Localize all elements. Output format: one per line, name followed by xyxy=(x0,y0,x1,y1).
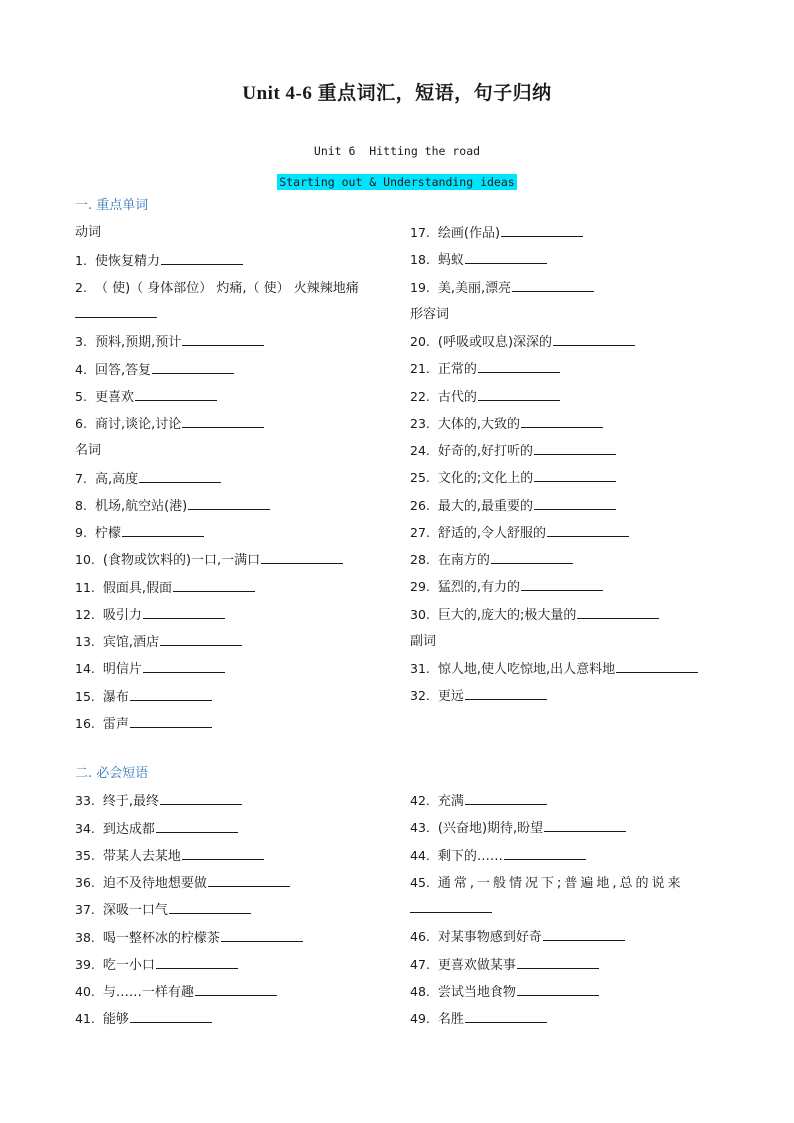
item-text: （ 使)（ 身体部位） 灼痛,（ 使） 火辣辣地痛 xyxy=(94,280,359,296)
answer-blank[interactable] xyxy=(465,803,547,805)
answer-blank[interactable] xyxy=(143,671,225,673)
list-item xyxy=(410,219,698,246)
item-number: 6. xyxy=(75,416,87,431)
section-heading-words: 一. 重点单词 xyxy=(75,198,149,213)
item-text: 名胜 xyxy=(437,1012,464,1027)
item-text: 更远 xyxy=(437,689,464,705)
words-right-column xyxy=(410,219,698,710)
list-item xyxy=(410,1005,684,1032)
item-number: 32. xyxy=(410,688,430,704)
answer-blank[interactable] xyxy=(130,1021,212,1023)
list-item xyxy=(75,601,359,628)
item-text: 明信片 xyxy=(102,662,142,678)
item-text: 使恢复精力 xyxy=(94,253,160,269)
item-text: 惊人地,使人吃惊地,出人意料地 xyxy=(437,662,616,677)
words-left-column xyxy=(75,192,359,737)
list-item xyxy=(410,383,698,410)
item-text: 好奇的,好打听的 xyxy=(437,444,534,459)
item-text: 美,美丽,漂亮 xyxy=(437,280,512,296)
page-title: Unit 4-6 重点词汇，短语，句子归纳 xyxy=(242,83,552,104)
item-text: 吸引力 xyxy=(102,607,142,623)
item-number: 47. xyxy=(410,956,430,972)
item-number: 26. xyxy=(410,497,430,513)
item-number: 23. xyxy=(410,415,430,431)
answer-blank[interactable] xyxy=(577,617,659,619)
list-item xyxy=(75,978,303,1005)
item-number: 38. xyxy=(75,929,95,945)
item-text: 猛烈的,有力的 xyxy=(437,580,521,596)
answer-blank[interactable] xyxy=(130,726,212,728)
section-heading-phrases: 二. 必会短语 xyxy=(75,766,149,781)
item-number: 25. xyxy=(410,470,430,486)
item-number: 1. xyxy=(75,252,87,268)
item-text: 充满 xyxy=(437,794,464,809)
answer-blank[interactable] xyxy=(553,344,635,346)
item-number: 46. xyxy=(410,929,430,945)
answer-blank[interactable] xyxy=(195,994,277,996)
item-number: 20. xyxy=(410,334,430,349)
item-number: 5. xyxy=(75,388,87,404)
answer-blank[interactable] xyxy=(544,830,626,832)
item-number: 11. xyxy=(75,579,95,595)
answer-blank[interactable] xyxy=(521,589,603,591)
answer-blank[interactable] xyxy=(501,235,583,237)
item-text: 绘画(作品) xyxy=(437,226,501,241)
item-text: 商讨,谈论,讨论 xyxy=(94,417,182,432)
list-item xyxy=(410,978,684,1005)
list-item-continuation xyxy=(75,301,359,328)
list-item xyxy=(75,787,303,814)
list-item xyxy=(410,246,698,273)
item-number: 30. xyxy=(410,606,430,622)
item-text: 雷声 xyxy=(102,716,129,732)
answer-blank[interactable] xyxy=(410,911,492,913)
item-text: 巨大的,庞大的;极大量的 xyxy=(437,607,577,623)
item-number: 9. xyxy=(75,525,87,540)
answer-blank[interactable] xyxy=(616,671,698,673)
item-text: 尝试当地食物 xyxy=(437,984,516,1000)
list-item xyxy=(410,328,698,355)
item-number: 18. xyxy=(410,252,430,268)
list-item xyxy=(75,655,359,682)
list-item xyxy=(75,951,303,978)
item-number: 8. xyxy=(75,497,87,513)
answer-blank[interactable] xyxy=(491,562,573,564)
list-item xyxy=(75,410,359,437)
item-number: 24. xyxy=(410,443,430,458)
phrases-left-column xyxy=(75,760,303,1033)
item-number: 31. xyxy=(410,661,430,676)
item-number: 45. xyxy=(410,874,430,890)
item-text: 宾馆,酒店 xyxy=(102,635,160,650)
list-item xyxy=(410,573,698,600)
list-item xyxy=(75,356,359,383)
item-number: 41. xyxy=(75,1011,95,1027)
answer-blank[interactable] xyxy=(478,371,560,373)
item-number: 33. xyxy=(75,793,95,809)
list-item xyxy=(75,869,303,896)
item-number: 44. xyxy=(410,847,430,863)
item-text: 高,高度 xyxy=(94,471,139,487)
list-item xyxy=(410,410,698,437)
category-label-verb: 动词 xyxy=(75,225,102,241)
answer-blank[interactable] xyxy=(465,262,547,264)
list-item xyxy=(410,842,684,869)
item-text: 迫不及待地想要做 xyxy=(102,876,207,891)
list-item-continuation xyxy=(410,896,684,923)
item-number: 43. xyxy=(410,820,430,836)
answer-blank[interactable] xyxy=(517,967,599,969)
item-text: 舒适的,令人舒服的 xyxy=(437,525,547,541)
item-text: (食物或饮料的)一口,一满口 xyxy=(102,553,261,569)
list-item xyxy=(410,274,698,301)
item-number: 35. xyxy=(75,847,95,863)
item-text: (兴奋地)期待,盼望 xyxy=(437,821,544,837)
list-item xyxy=(75,924,303,951)
list-item xyxy=(410,951,684,978)
answer-blank[interactable] xyxy=(478,399,560,401)
list-item xyxy=(410,437,698,464)
item-text: 更喜欢做某事 xyxy=(437,957,516,973)
item-number: 27. xyxy=(410,524,430,540)
item-number: 40. xyxy=(75,984,95,999)
answer-blank[interactable] xyxy=(221,940,303,942)
list-item xyxy=(410,869,684,896)
list-item xyxy=(410,814,684,841)
unit-title: Unit 6 Hitting the road xyxy=(313,144,481,158)
answer-blank[interactable] xyxy=(182,426,264,428)
item-text: (呼吸或叹息)深深的 xyxy=(437,335,553,350)
item-number: 48. xyxy=(410,983,430,999)
answer-blank[interactable] xyxy=(188,508,270,510)
answer-blank[interactable] xyxy=(261,562,343,564)
item-number: 7. xyxy=(75,470,87,486)
item-number: 49. xyxy=(410,1011,430,1026)
item-text: 在南方的 xyxy=(437,553,490,568)
category-label-noun: 名词 xyxy=(75,443,102,459)
list-item xyxy=(75,465,359,492)
item-number: 17. xyxy=(410,225,430,240)
item-number: 19. xyxy=(410,279,430,295)
item-text: 与……一样有趣 xyxy=(102,985,194,1000)
phrases-right-column xyxy=(410,787,684,1032)
answer-blank[interactable] xyxy=(135,399,217,401)
answer-blank[interactable] xyxy=(208,885,290,887)
item-text: 剩下的…… xyxy=(437,848,503,864)
item-text: 吃一小口 xyxy=(102,957,155,973)
item-text: 能够 xyxy=(102,1012,129,1028)
item-number: 36. xyxy=(75,875,95,890)
item-text: 柠檬 xyxy=(94,526,121,541)
list-item xyxy=(75,628,359,655)
list-item xyxy=(75,1005,303,1032)
answer-blank[interactable] xyxy=(517,994,599,996)
item-text: 瀑布 xyxy=(102,689,129,705)
item-text: 更喜欢 xyxy=(94,389,134,405)
item-number: 39. xyxy=(75,956,95,972)
list-item xyxy=(75,328,359,355)
item-text: 最大的,最重要的 xyxy=(437,498,534,514)
list-item xyxy=(410,464,698,491)
answer-blank[interactable] xyxy=(182,858,264,860)
category-label-adverb: 副词 xyxy=(410,633,437,649)
answer-blank[interactable] xyxy=(169,912,251,914)
list-item xyxy=(75,574,359,601)
item-number: 4. xyxy=(75,361,87,377)
item-number: 13. xyxy=(75,634,95,649)
item-text: 机场,航空站(港) xyxy=(94,498,188,514)
list-item xyxy=(410,546,698,573)
item-number: 2. xyxy=(75,279,87,295)
answer-blank[interactable] xyxy=(156,831,238,833)
list-item xyxy=(75,247,359,274)
subtitle-wrapper xyxy=(0,171,794,190)
list-item xyxy=(75,842,303,869)
item-number: 34. xyxy=(75,820,95,836)
answer-blank[interactable] xyxy=(152,372,234,374)
answer-blank[interactable] xyxy=(534,453,616,455)
item-text: 通常,一般情况下;普遍地,总的说来 xyxy=(437,875,684,891)
section-subtitle-highlight: Starting out & Understanding ideas xyxy=(279,175,515,189)
answer-blank[interactable] xyxy=(534,508,616,510)
item-text: 蚂蚁 xyxy=(437,253,464,269)
answer-blank[interactable] xyxy=(173,590,255,592)
list-item xyxy=(410,492,698,519)
item-text: 回答,答复 xyxy=(94,362,152,378)
list-item xyxy=(75,492,359,519)
list-item xyxy=(410,923,684,950)
item-text: 到达成都 xyxy=(102,821,155,837)
list-item xyxy=(410,601,698,628)
item-number: 22. xyxy=(410,388,430,404)
item-number: 14. xyxy=(75,661,95,677)
list-item xyxy=(75,274,359,301)
list-item xyxy=(75,815,303,842)
answer-blank[interactable] xyxy=(143,617,225,619)
answer-blank[interactable] xyxy=(156,967,238,969)
item-text: 假面具,假面 xyxy=(102,580,173,596)
answer-blank[interactable] xyxy=(122,535,204,537)
item-number: 42. xyxy=(410,793,430,808)
answer-blank[interactable] xyxy=(130,699,212,701)
answer-blank[interactable] xyxy=(465,1021,547,1023)
item-text: 终于,最终 xyxy=(102,794,160,810)
list-item xyxy=(75,546,359,573)
list-item xyxy=(410,655,698,682)
item-number: 29. xyxy=(410,579,430,595)
answer-blank[interactable] xyxy=(139,481,221,483)
item-text: 对某事物感到好奇 xyxy=(437,930,542,946)
answer-blank[interactable] xyxy=(465,698,547,700)
answer-blank[interactable] xyxy=(534,480,616,482)
list-item xyxy=(410,519,698,546)
item-text: 正常的 xyxy=(437,362,477,378)
answer-blank[interactable] xyxy=(547,535,629,537)
answer-blank[interactable] xyxy=(521,426,603,428)
item-text: 文化的;文化上的 xyxy=(437,471,534,487)
list-item xyxy=(410,355,698,382)
list-item xyxy=(75,519,359,546)
answer-blank[interactable] xyxy=(182,344,264,346)
item-text: 深吸一口气 xyxy=(102,903,168,919)
item-text: 带某人去某地 xyxy=(102,848,181,864)
list-item xyxy=(410,787,684,814)
list-item xyxy=(75,896,303,923)
item-text: 喝一整杯冰的柠檬茶 xyxy=(102,930,220,946)
answer-blank[interactable] xyxy=(160,644,242,646)
item-number: 37. xyxy=(75,902,95,918)
answer-blank[interactable] xyxy=(161,263,243,265)
item-number: 10. xyxy=(75,552,95,568)
item-number: 16. xyxy=(75,715,95,731)
list-item xyxy=(75,710,359,737)
item-text: 古代的 xyxy=(437,389,477,405)
item-number: 12. xyxy=(75,606,95,622)
item-number: 21. xyxy=(410,361,430,377)
list-item xyxy=(75,683,359,710)
item-number: 28. xyxy=(410,552,430,567)
item-number: 15. xyxy=(75,688,95,704)
answer-blank[interactable] xyxy=(512,290,594,292)
answer-blank[interactable] xyxy=(75,316,157,318)
list-item xyxy=(410,682,698,709)
answer-blank[interactable] xyxy=(543,939,625,941)
item-text: 预料,预期,预计 xyxy=(94,335,182,351)
list-item xyxy=(75,383,359,410)
item-text: 大体的,大致的 xyxy=(437,416,521,432)
category-label-adjective: 形容词 xyxy=(410,306,450,322)
item-number: 3. xyxy=(75,334,87,350)
answer-blank[interactable] xyxy=(160,803,242,805)
answer-blank[interactable] xyxy=(504,858,586,860)
